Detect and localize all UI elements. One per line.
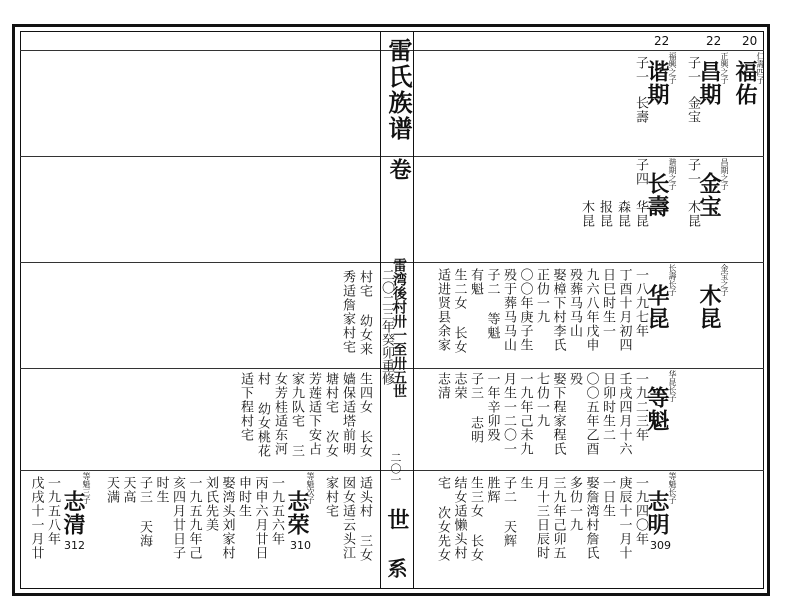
text-column: 一日生 [600, 476, 615, 518]
text-column: 志荣 [451, 372, 467, 400]
text-column: 九六八年戊申 [583, 268, 599, 352]
entry-prefix: 华昆长子 [668, 370, 677, 402]
text-column: 家九队宅 三 [289, 372, 304, 458]
text-column: 塘村宅 次女 [323, 372, 338, 458]
text-column: 申时生 [236, 476, 251, 518]
text-column: 一年辛卯殁 [484, 372, 500, 442]
text-column: 殁于葬马马山 [501, 268, 516, 352]
text-column: 生三女 长女 [468, 476, 483, 562]
text-column: 子二 等魁 [484, 268, 500, 340]
entry-number: 312 [64, 539, 85, 552]
entry-prefix: 谐期之子 [668, 158, 677, 190]
person-name-dengkui: 等魁 [644, 386, 670, 432]
entry-prefix: 等魁三子 [82, 472, 91, 504]
text-column: 〇〇五年乙酉 [583, 372, 599, 456]
person-name-changshou: 长壽 [644, 172, 670, 218]
child-name: 金宝 [685, 96, 700, 124]
text-column: 适头村 三女 [357, 476, 372, 562]
person-name-mukun: 木昆 [696, 284, 722, 330]
text-column: 天高 [120, 476, 136, 504]
child-count: 子一 [685, 56, 700, 84]
text-column: 日巳时生一 [600, 268, 615, 338]
text-column: 月十三日辰时 [534, 476, 549, 560]
person-name-zhirong: 志荣 [284, 490, 310, 536]
text-column: 日卯时生二 [600, 372, 615, 442]
child-count: 子一 [633, 56, 648, 84]
text-column: 戊戌十一月廿 [28, 476, 44, 560]
child-name: 长壽 [633, 96, 648, 124]
text-column: 刘氏先美 [203, 476, 218, 532]
text-column: 一九二三年 [633, 372, 648, 442]
text-column: 一九四〇年 [633, 476, 648, 546]
person-name-fuyou: 福佑 [732, 60, 758, 106]
entry-prefix: 仁壽四子 [756, 52, 765, 84]
text-column: 一九年己未九 [517, 372, 533, 456]
text-column: 七仂一九 [534, 372, 549, 428]
person-name-changqi: 昌期 [696, 60, 722, 106]
generation-number: 22 [654, 34, 670, 48]
text-column: 子三 志明 [468, 372, 483, 444]
child-count: 子一 [685, 158, 700, 186]
text-column: 适下程村宅 [238, 372, 253, 442]
text-column: 正仂一九 [534, 268, 549, 324]
entry-prefix: 等魁次子 [306, 472, 315, 504]
entry-prefix: 正興之子 [720, 52, 729, 84]
text-column: 志清 [435, 372, 450, 400]
text-column: 有魁 [468, 268, 483, 296]
text-column: 三九年己卯五 [550, 476, 566, 560]
entry-prefix: 长壽长子 [668, 264, 677, 296]
text-column: 娶樟下村李氏 [550, 268, 566, 352]
entry-number: 309 [650, 539, 671, 552]
spine-title: 雷氏族谱 [384, 38, 413, 142]
text-column: 殁 [567, 372, 582, 386]
entry-prefix: 昌期之子 [720, 158, 729, 190]
spine-year: 二〇二三年癸卯重修 [379, 268, 394, 385]
entry-prefix: 福興之子 [668, 52, 677, 84]
generation-number: 20 [742, 34, 758, 48]
entry-number: 310 [290, 539, 311, 552]
spine-xi: 系 [384, 558, 408, 578]
text-column: 一八九七年 [633, 268, 648, 338]
text-column: 嫱保适塔前明 [340, 372, 355, 456]
entry-prefix: 等魁长子 [668, 472, 677, 504]
text-column: 结女适懒头村 [451, 476, 467, 560]
text-column: 一九五六年 [269, 476, 284, 546]
spine-volume: 卷 [386, 158, 412, 180]
text-column: 娶詹湾村詹氏 [583, 476, 599, 560]
text-column: 多仂一九 [567, 476, 582, 532]
text-column: 庚辰十一月十 [616, 476, 632, 560]
child-name: 报昆 [597, 200, 612, 228]
text-column: 生四女 长女 [357, 372, 372, 458]
child-name: 木昆 [579, 200, 594, 228]
text-column: 芳莲适下安占 [306, 372, 321, 456]
child-name: 华昆 [633, 200, 648, 228]
spine-page-number: 二〇一 [389, 452, 402, 485]
generation-number: 22 [706, 34, 722, 48]
text-column: 一九五八年 [45, 476, 60, 546]
spine-subtitle: 雷湾後村卅一至卅五世 [391, 258, 407, 398]
text-column: 天满 [104, 476, 119, 504]
text-column: 娶湾头刘家村 [219, 476, 235, 560]
person-name-zhiqing: 志清 [60, 490, 86, 536]
child-name: 木昆 [685, 200, 700, 228]
text-column: 丁酉十月初四 [616, 268, 632, 352]
text-column: 娶下程家程氏 [550, 372, 566, 456]
person-name-xieqi: 谐期 [644, 60, 670, 106]
text-column: 生二女 长女 [451, 268, 467, 354]
text-column: 子三 天海 [137, 476, 152, 548]
spine-shi: 世 [384, 508, 410, 530]
text-column: 亥四月廿日子 [170, 476, 185, 560]
child-count: 子四 [633, 158, 648, 186]
text-column: 时生 [153, 476, 169, 504]
text-column: 适进贤县余家 [435, 268, 450, 352]
text-column: 宅 次女先女 [435, 476, 450, 562]
person-name-jinbao: 金宝 [696, 172, 722, 218]
text-column: 村 幼女桃花 [255, 372, 270, 458]
child-name: 森昆 [615, 200, 630, 228]
entry-prefix: 金宝之子 [720, 264, 729, 296]
text-column: 〇〇年庚子生 [517, 268, 533, 352]
text-column: 子二 天辉 [501, 476, 516, 548]
person-name-huakun: 华昆 [644, 284, 670, 330]
person-name-zhiming: 志明 [644, 490, 670, 536]
text-column: 生 [517, 476, 533, 490]
text-column: 村宅 幼女来 [357, 270, 372, 356]
text-column: 家村宅 [323, 476, 338, 518]
text-column: 胜辉 [484, 476, 500, 504]
text-column: 囡女适云头江 [340, 476, 355, 560]
text-column: 月生一二〇一 [501, 372, 516, 456]
text-column: 女芳桂适东河 [272, 372, 287, 456]
text-column: 殁葬马马山 [567, 268, 582, 338]
text-column: 秀适詹家村宅 [340, 270, 355, 354]
text-column: 一九五九年己 [186, 476, 202, 560]
text-column: 壬戌四月十六 [616, 372, 632, 456]
text-column: 丙申六月廿日 [252, 476, 268, 560]
